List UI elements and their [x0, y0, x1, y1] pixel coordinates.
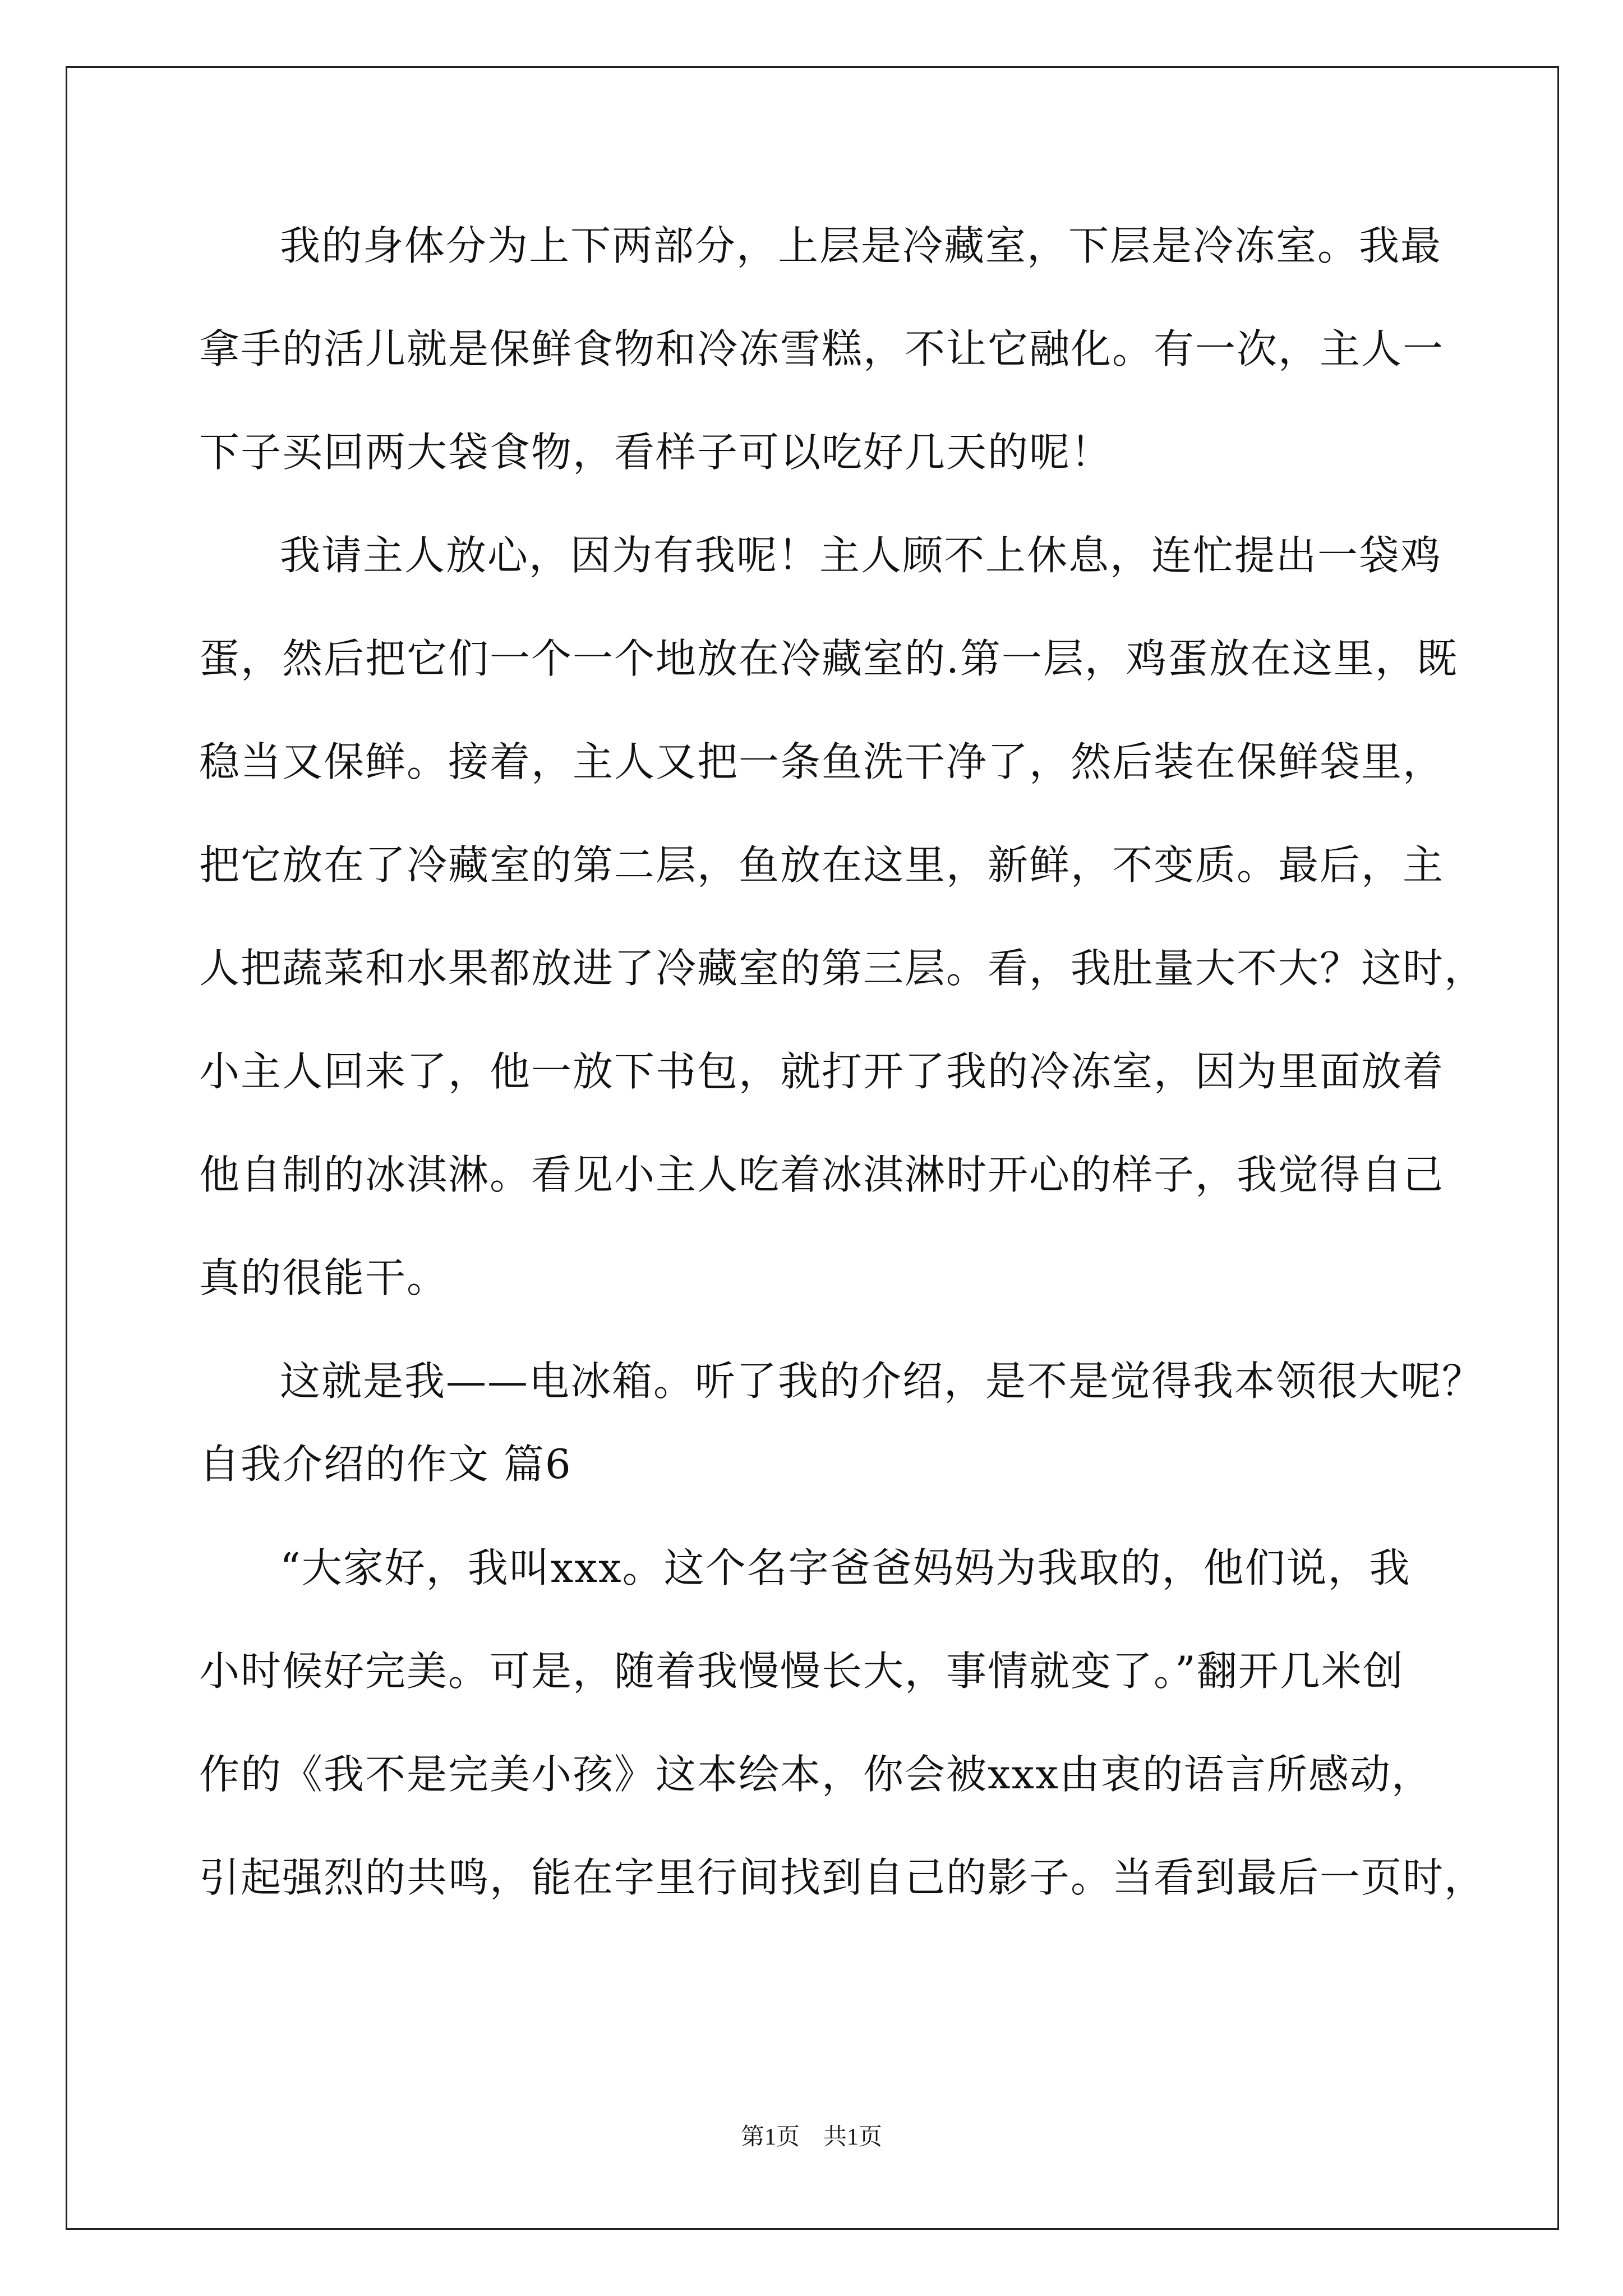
paragraph-line: 他自制的冰淇淋。看见小主人吃着冰淇淋时开心的样子，我觉得自己: [199, 1151, 1445, 1198]
paragraph-line: 引起强烈的共鸣，能在字里行间找到自己的影子。当看到最后一页时，: [199, 1854, 1486, 1901]
paragraph-line: 人把蔬菜和水果都放进了冷藏室的第三层。看，我肚量大不大？这时，: [199, 945, 1486, 992]
paragraph-line: 拿手的活儿就是保鲜食物和冷冻雪糕，不让它融化。有一次，主人一: [199, 325, 1445, 372]
paragraph-line: 蛋，然后把它们一个一个地放在冷藏室的.第一层，鸡蛋放在这里，既: [199, 635, 1458, 682]
paragraph-line: 这就是我——电冰箱。听了我的介绍，是不是觉得我本领很大呢？: [280, 1358, 1484, 1405]
paragraph-line: 稳当又保鲜。接着，主人又把一条鱼洗干净了，然后装在保鲜袋里，: [199, 738, 1445, 785]
section-heading: 自我介绍的作文 篇6: [199, 1441, 572, 1488]
paragraph-line: 小主人回来了，他一放下书包，就打开了我的冷冻室，因为里面放着: [199, 1048, 1445, 1095]
paragraph-line: 我的身体分为上下两部分，上层是冷藏室，下层是冷冻室。我最: [280, 222, 1442, 269]
paragraph-line: 我请主人放心，因为有我呢！主人顾不上休息，连忙提出一袋鸡: [280, 532, 1442, 579]
page-number-footer: 第1页 共1页: [740, 2124, 882, 2150]
paragraph-line: 下子买回两大袋食物，看样子可以吃好几天的呢！: [199, 429, 1113, 476]
paragraph-line: 真的很能干。: [199, 1254, 449, 1301]
paragraph-line: “大家好，我叫xxx。这个名字爸爸妈妈为我取的，他们说，我: [280, 1544, 1411, 1591]
paragraph-line: 作的《我不是完美小孩》这本绘本，你会被xxx由衷的语言所感动，: [199, 1751, 1433, 1798]
paragraph-line: 把它放在了冷藏室的第二层，鱼放在这里，新鲜，不变质。最后，主: [199, 841, 1445, 889]
paragraph-line: 小时候好完美。可是，随着我慢慢长大，事情就变了。”翻开几米创: [199, 1648, 1404, 1695]
